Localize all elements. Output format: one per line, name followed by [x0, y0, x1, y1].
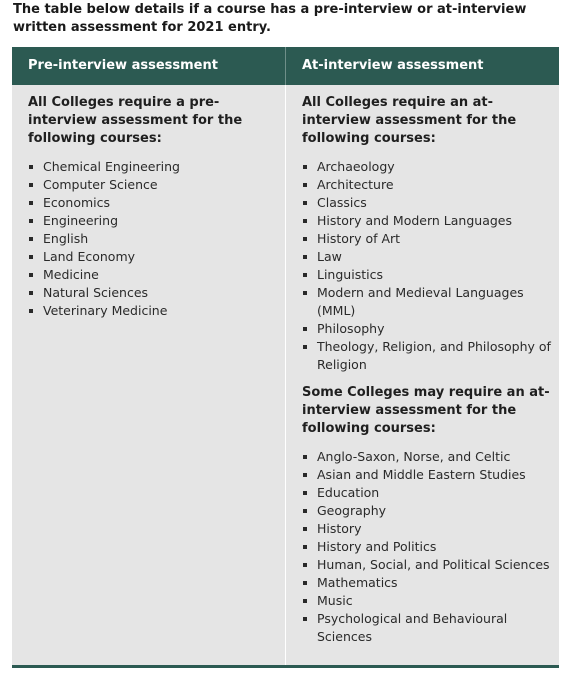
course-name: History and Modern Languages: [317, 213, 513, 228]
course-name: Human, Social, and Political Sciences: [317, 557, 550, 572]
assessment-table: [12, 47, 559, 668]
course-list-item: [302, 320, 551, 338]
bullet-icon: [303, 183, 307, 187]
bullet-icon: [303, 617, 307, 621]
course-list-item: [302, 466, 551, 484]
course-name: Linguistics: [317, 267, 383, 282]
course-list-item: [302, 284, 551, 320]
course-name: Philosophy: [317, 321, 385, 336]
intro-text: The table below details if a course has a pre-interview or at-interview written assessment for 2021 entry.: [13, 2, 527, 35]
course-list-item: [302, 230, 551, 248]
bullet-icon: [29, 255, 33, 259]
bullet-icon: [29, 273, 33, 277]
course-name: Music: [317, 593, 353, 608]
bullet-icon: [303, 455, 307, 459]
pre-interview-lead: All Colleges require a pre-interview assessment for the following courses:: [28, 95, 243, 146]
bullet-icon: [303, 273, 307, 277]
bullet-icon: [29, 291, 33, 295]
course-name: Geography: [317, 503, 387, 518]
at-interview-all-course-list: [302, 158, 551, 374]
course-list-item: [28, 284, 275, 302]
course-list-item: [302, 212, 551, 230]
bullet-icon: [303, 201, 307, 205]
bullet-icon: [303, 545, 307, 549]
course-list-item: [302, 448, 551, 466]
course-list-item: [28, 248, 275, 266]
course-name: Mathematics: [317, 575, 398, 590]
bullet-icon: [303, 599, 307, 603]
course-list-item: [28, 176, 275, 194]
course-name: Theology, Religion, and Philosophy of Religion: [317, 339, 551, 372]
course-list-item: [302, 574, 551, 592]
course-name: English: [43, 231, 89, 246]
course-list-item: [28, 230, 275, 248]
course-list-item: [28, 158, 275, 176]
bullet-icon: [303, 581, 307, 585]
pre-interview-column: [12, 85, 286, 665]
bullet-icon: [303, 255, 307, 259]
course-name: Veterinary Medicine: [43, 303, 168, 318]
course-name: Engineering: [43, 213, 118, 228]
bullet-icon: [303, 219, 307, 223]
bullet-icon: [303, 291, 307, 295]
table-body: [12, 85, 559, 665]
course-name: Land Economy: [43, 249, 136, 264]
bullet-icon: [303, 527, 307, 531]
at-interview-all-lead: All Colleges require an at-interview assessment for the following courses:: [302, 95, 517, 146]
course-name: Architecture: [317, 177, 394, 192]
course-list-item: [302, 592, 551, 610]
bullet-icon: [303, 345, 307, 349]
course-list-item: [302, 520, 551, 538]
bullet-icon: [29, 237, 33, 241]
bullet-icon: [29, 201, 33, 205]
header-at-interview: At-interview assessment: [302, 58, 484, 73]
bullet-icon: [303, 327, 307, 331]
bullet-icon: [29, 219, 33, 223]
course-name: Psychological and Behavioural Sciences: [317, 611, 508, 644]
bullet-icon: [303, 563, 307, 567]
course-list-item: [302, 248, 551, 266]
bullet-icon: [303, 491, 307, 495]
course-list-item: [302, 556, 551, 574]
course-list-item: [28, 266, 275, 284]
course-list-item: [302, 338, 551, 374]
course-name: History of Art: [317, 231, 401, 246]
bullet-icon: [29, 183, 33, 187]
course-name: History: [317, 521, 362, 536]
course-list-item: [302, 502, 551, 520]
course-list-item: [302, 194, 551, 212]
at-interview-column: [286, 85, 559, 665]
course-name: Archaeology: [317, 159, 395, 174]
course-name: Anglo-Saxon, Norse, and Celtic: [317, 449, 511, 464]
bullet-icon: [29, 309, 33, 313]
table-header: [12, 47, 559, 85]
course-list-item: [302, 538, 551, 556]
course-list-item: [302, 484, 551, 502]
pre-interview-course-list: [28, 158, 275, 320]
course-name: Modern and Medieval Languages (MML): [317, 285, 524, 318]
header-pre-interview: Pre-interview assessment: [12, 47, 286, 85]
bullet-icon: [303, 473, 307, 477]
course-name: Classics: [317, 195, 367, 210]
course-list-item: [302, 610, 551, 646]
course-name: Education: [317, 485, 380, 500]
bullet-icon: [29, 165, 33, 169]
course-name: Medicine: [43, 267, 99, 282]
at-interview-some-course-list: [302, 448, 551, 646]
course-list-item: [302, 158, 551, 176]
at-interview-some-lead: Some Colleges may require an at-interview assessment for the following courses:: [302, 385, 550, 436]
course-name: Computer Science: [43, 177, 158, 192]
course-name: Law: [317, 249, 342, 264]
bullet-icon: [303, 165, 307, 169]
course-list-item: [28, 302, 275, 320]
course-list-item: [28, 194, 275, 212]
course-name: History and Politics: [317, 539, 437, 554]
course-name: Natural Sciences: [43, 285, 149, 300]
course-list-item: [28, 212, 275, 230]
bullet-icon: [303, 237, 307, 241]
course-name: Asian and Middle Eastern Studies: [317, 467, 526, 482]
course-name: Chemical Engineering: [43, 159, 180, 174]
course-list-item: [302, 176, 551, 194]
course-list-item: [302, 266, 551, 284]
bullet-icon: [303, 509, 307, 513]
course-name: Economics: [43, 195, 111, 210]
